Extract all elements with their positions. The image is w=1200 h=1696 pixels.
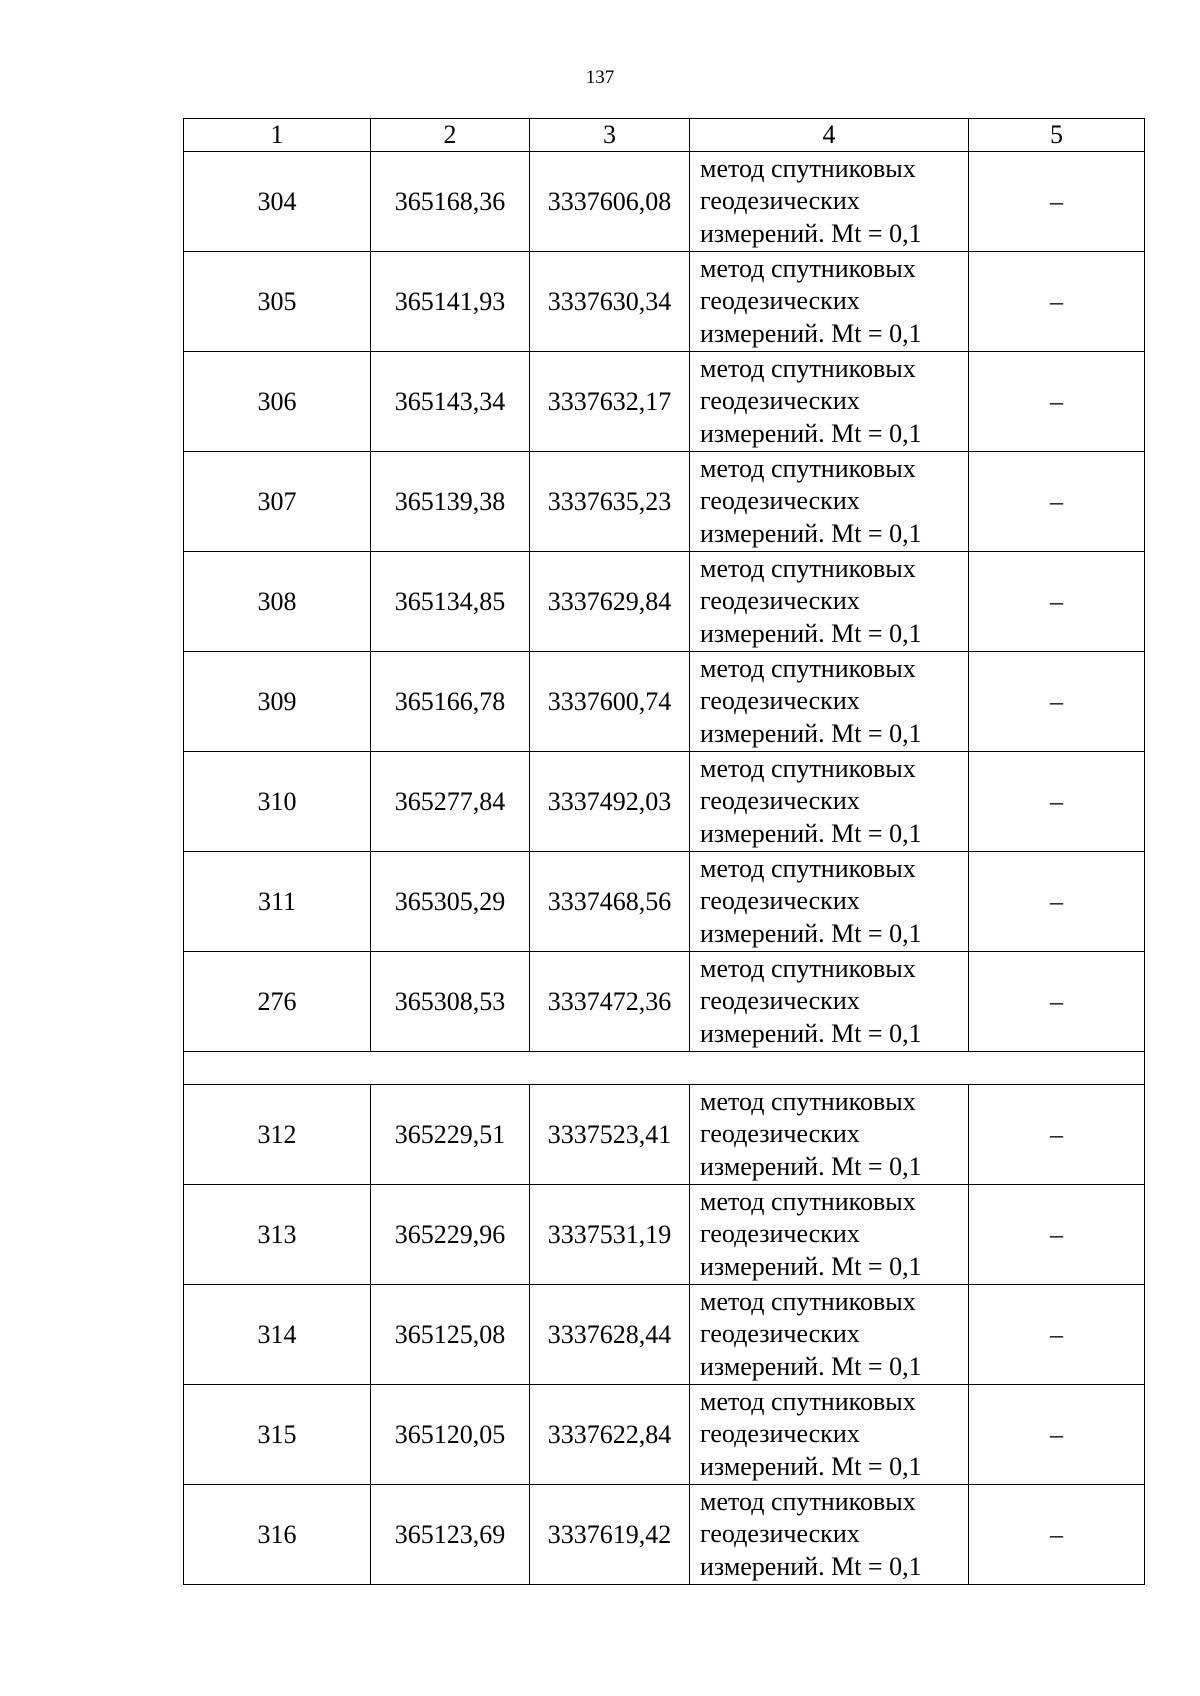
method-text-line: геодезических [700,786,860,816]
method-text-line: метод спутниковых [700,1286,916,1316]
note-cell: – [969,452,1145,552]
method-text-line: метод спутниковых [700,453,916,483]
table-row [184,252,1145,352]
method-text-line: измерений. Mt = 0,1 [700,418,922,448]
coordinate-x-cell: 365125,08 [371,1285,530,1385]
method-text-line: метод спутниковых [700,953,916,983]
method-text-line: геодезических [700,186,860,216]
method-text-line: измерений. Mt = 0,1 [700,918,922,948]
column-header-2: 2 [371,119,530,152]
coordinate-y-cell: 3337632,17 [530,352,690,452]
coordinate-x-cell: 365166,78 [371,652,530,752]
coordinate-x-cell: 365143,34 [371,352,530,452]
method-cell [690,1185,969,1285]
method-text-line: измерений. Mt = 0,1 [700,218,922,248]
note-cell: – [969,1285,1145,1385]
method-text-line: измерений. Mt = 0,1 [700,1251,922,1281]
method-text-line: измерений. Mt = 0,1 [700,1151,922,1181]
note-cell: – [969,952,1145,1052]
method-text-line: геодезических [700,1519,860,1549]
point-number-cell: 309 [184,652,371,752]
method-text-line: геодезических [700,1119,860,1149]
coordinate-y-cell: 3337472,36 [530,952,690,1052]
table-row [184,352,1145,452]
coordinate-x-cell: 365141,93 [371,252,530,352]
coordinate-y-cell: 3337531,19 [530,1185,690,1285]
coordinate-x-cell: 365139,38 [371,452,530,552]
method-text-line: измерений. Mt = 0,1 [700,1351,922,1381]
method-text-line: измерений. Mt = 0,1 [700,818,922,848]
method-cell [690,1085,969,1185]
note-cell: – [969,1085,1145,1185]
table-row [184,1285,1145,1385]
point-number-cell: 312 [184,1085,371,1185]
coordinate-x-cell: 365305,29 [371,852,530,952]
point-number-cell: 313 [184,1185,371,1285]
coordinate-y-cell: 3337635,23 [530,452,690,552]
method-text-line: геодезических [700,486,860,516]
table-row [184,152,1145,252]
method-text-line: метод спутниковых [700,1186,916,1216]
point-number-cell: 306 [184,352,371,452]
coordinate-x-cell: 365308,53 [371,952,530,1052]
coordinate-y-cell: 3337629,84 [530,552,690,652]
method-text-line: геодезических [700,286,860,316]
method-text-line: геодезических [700,686,860,716]
method-cell [690,352,969,452]
table-row [184,452,1145,552]
method-cell [690,952,969,1052]
point-number-cell: 304 [184,152,371,252]
coordinate-y-cell: 3337468,56 [530,852,690,952]
point-number-cell: 307 [184,452,371,552]
method-cell [690,1385,969,1485]
method-text-line: метод спутниковых [700,1486,916,1516]
method-text-line: метод спутниковых [700,753,916,783]
coordinates-table-container [183,118,1144,1585]
table-row [184,952,1145,1052]
coordinate-y-cell: 3337622,84 [530,1385,690,1485]
method-text-line: геодезических [700,886,860,916]
coordinate-x-cell: 365120,05 [371,1385,530,1485]
method-cell [690,252,969,352]
note-cell: – [969,752,1145,852]
method-text-line: метод спутниковых [700,1086,916,1116]
method-cell [690,1285,969,1385]
coordinate-y-cell: 3337630,34 [530,252,690,352]
method-cell [690,152,969,252]
table-row [184,1485,1145,1585]
note-cell: – [969,552,1145,652]
column-header-3: 3 [530,119,690,152]
table-row [184,1385,1145,1485]
group-separator-row [184,1052,1145,1085]
column-header-5: 5 [969,119,1145,152]
method-cell [690,1485,969,1585]
note-cell: – [969,1385,1145,1485]
coordinate-x-cell: 365168,36 [371,152,530,252]
method-text-line: измерений. Mt = 0,1 [700,618,922,648]
method-cell [690,452,969,552]
page-number: 137 [585,67,615,88]
point-number-cell: 310 [184,752,371,852]
method-text-line: геодезических [700,1219,860,1249]
method-cell [690,652,969,752]
method-cell [690,552,969,652]
method-text-line: метод спутниковых [700,153,916,183]
coordinate-y-cell: 3337492,03 [530,752,690,852]
method-text-line: измерений. Mt = 0,1 [700,1451,922,1481]
coordinate-x-cell: 365229,51 [371,1085,530,1185]
point-number-cell: 305 [184,252,371,352]
method-text-line: метод спутниковых [700,553,916,583]
method-cell [690,752,969,852]
coordinate-y-cell: 3337600,74 [530,652,690,752]
method-text-line: геодезических [700,986,860,1016]
table-row [184,1185,1145,1285]
coordinate-x-cell: 365277,84 [371,752,530,852]
table-row [184,1085,1145,1185]
method-text-line: геодезических [700,1419,860,1449]
column-header-4: 4 [690,119,969,152]
table-header-row [184,119,1145,152]
column-header-1: 1 [184,119,371,152]
method-text-line: геодезических [700,386,860,416]
point-number-cell: 311 [184,852,371,952]
method-text-line: измерений. Mt = 0,1 [700,318,922,348]
method-cell [690,852,969,952]
coordinate-x-cell: 365134,85 [371,552,530,652]
note-cell: – [969,1485,1145,1585]
method-text-line: измерений. Mt = 0,1 [700,1018,922,1048]
method-text-line: метод спутниковых [700,253,916,283]
table-row [184,852,1145,952]
method-text-line: геодезических [700,586,860,616]
method-text-line: метод спутниковых [700,653,916,683]
note-cell: – [969,1185,1145,1285]
note-cell: – [969,252,1145,352]
method-text-line: измерений. Mt = 0,1 [700,1551,922,1581]
table-body [184,119,1145,1585]
point-number-cell: 314 [184,1285,371,1385]
note-cell: – [969,652,1145,752]
method-text-line: геодезических [700,1319,860,1349]
method-text-line: измерений. Mt = 0,1 [700,718,922,748]
coordinate-y-cell: 3337619,42 [530,1485,690,1585]
table-row [184,652,1145,752]
coordinate-y-cell: 3337606,08 [530,152,690,252]
table-row [184,752,1145,852]
coordinate-y-cell: 3337628,44 [530,1285,690,1385]
method-text-line: измерений. Mt = 0,1 [700,518,922,548]
point-number-cell: 316 [184,1485,371,1585]
method-text-line: метод спутниковых [700,353,916,383]
point-number-cell: 276 [184,952,371,1052]
table-row [184,552,1145,652]
coordinate-x-cell: 365123,69 [371,1485,530,1585]
note-cell: – [969,152,1145,252]
point-number-cell: 308 [184,552,371,652]
group-separator-cell [184,1052,1145,1085]
method-text-line: метод спутниковых [700,853,916,883]
coordinate-y-cell: 3337523,41 [530,1085,690,1185]
coordinates-table [183,118,1145,1585]
note-cell: – [969,352,1145,452]
note-cell: – [969,852,1145,952]
coordinate-x-cell: 365229,96 [371,1185,530,1285]
point-number-cell: 315 [184,1385,371,1485]
method-text-line: метод спутниковых [700,1386,916,1416]
